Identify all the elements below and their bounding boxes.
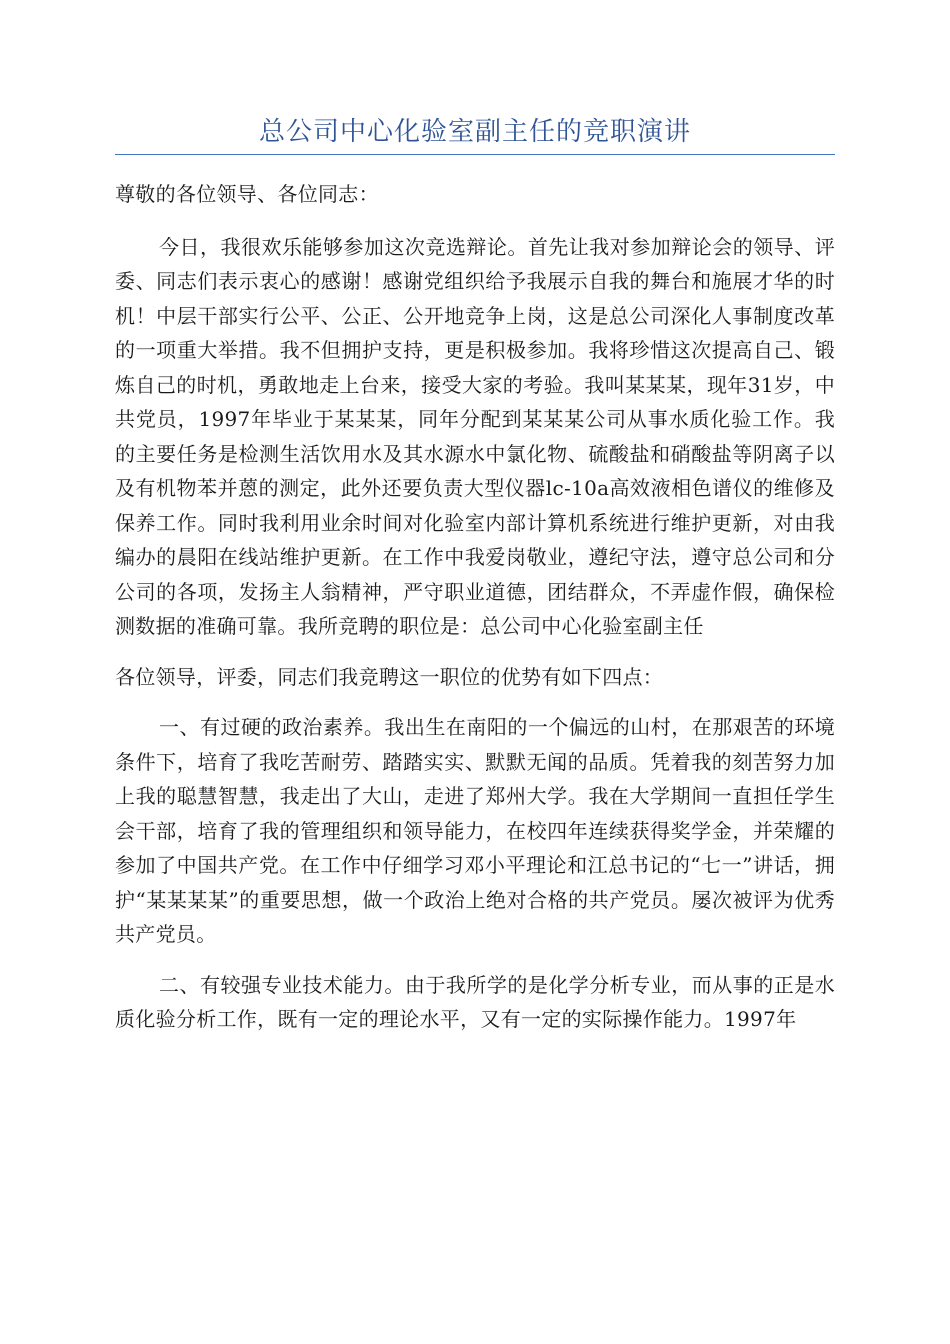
document-page bbox=[115, 112, 835, 1037]
paragraph-point-one: 一、有过硬的政治素养。我出生在南阳的一个偏远的山村，在那艰苦的环境条件下，培育了我吃苦耐劳、踏踏实实、默默无闻的品质。凭着我的刻苦努力加上我的聪慧智慧，我走出了大山，走进了郑州大学。我在大学期间一直担任学生会干部，培育了我的管理组织和领导能力，在校四年连续获得奖学金，并荣耀的参加了中国共产党。在工作中仔细学习邓小平理论和江总书记的“七一”讲话，拥护“某某某某”的重要思想，做一个政治上绝对合格的共产党员。屡次被评为优秀共产党员。 bbox=[115, 715, 835, 946]
paragraph-advantages-lead: 各位领导，评委，同志们我竞聘这一职位的优势有如下四点： bbox=[115, 664, 664, 689]
document-title: 总公司中心化验室副主任的竞职演讲 bbox=[115, 112, 835, 155]
paragraph-intro: 今日，我很欢乐能够参加这次竞选辩论。首先让我对参加辩论会的领导、评委、同志们表示衷心的感谢！感谢党组织给予我展示自我的舞台和施展才华的时机！中层干部实行公平、公正、公开地竞争上岗，这是总公司深化人事制度改革的一项重大举措。我不但拥护支持，更是积极参加。我将珍惜这次提高自己、锻炼自己的时机，勇敢地走上台来，接受大家的考验。我叫某某某，现年31岁，中共党员，1997年毕业于某某某，同年分配到某某某公司从事水质化验工作。我的主要任务是检测生活饮用水及其水源水中氯化物、硫酸盐和硝酸盐等阴离子以及有机物苯并蒽的测定，此外还要负责大型仪器lc-10a高效液相色谱仪的维修及保养工作。同时我利用业余时间对化验室内部计算机系统进行维护更新，对由我编办的晨阳在线站维护更新。在工作中我爱岗敬业，遵纪守法，遵守总公司和分公司的各项，发扬主人翁精神，严守职业道德，团结群众，不弄虚作假，确保检测数据的准确可靠。我所竞聘的职位是：总公司中心化验室副主任 bbox=[115, 234, 835, 638]
salutation: 尊敬的各位领导、各位同志： bbox=[115, 182, 379, 206]
paragraph-point-two: 二、有较强专业技术能力。由于我所学的是化学分析专业，而从事的正是水质化验分析工作，既有一定的理论水平，又有一定的实际操作能力。1997年 bbox=[115, 972, 835, 1031]
